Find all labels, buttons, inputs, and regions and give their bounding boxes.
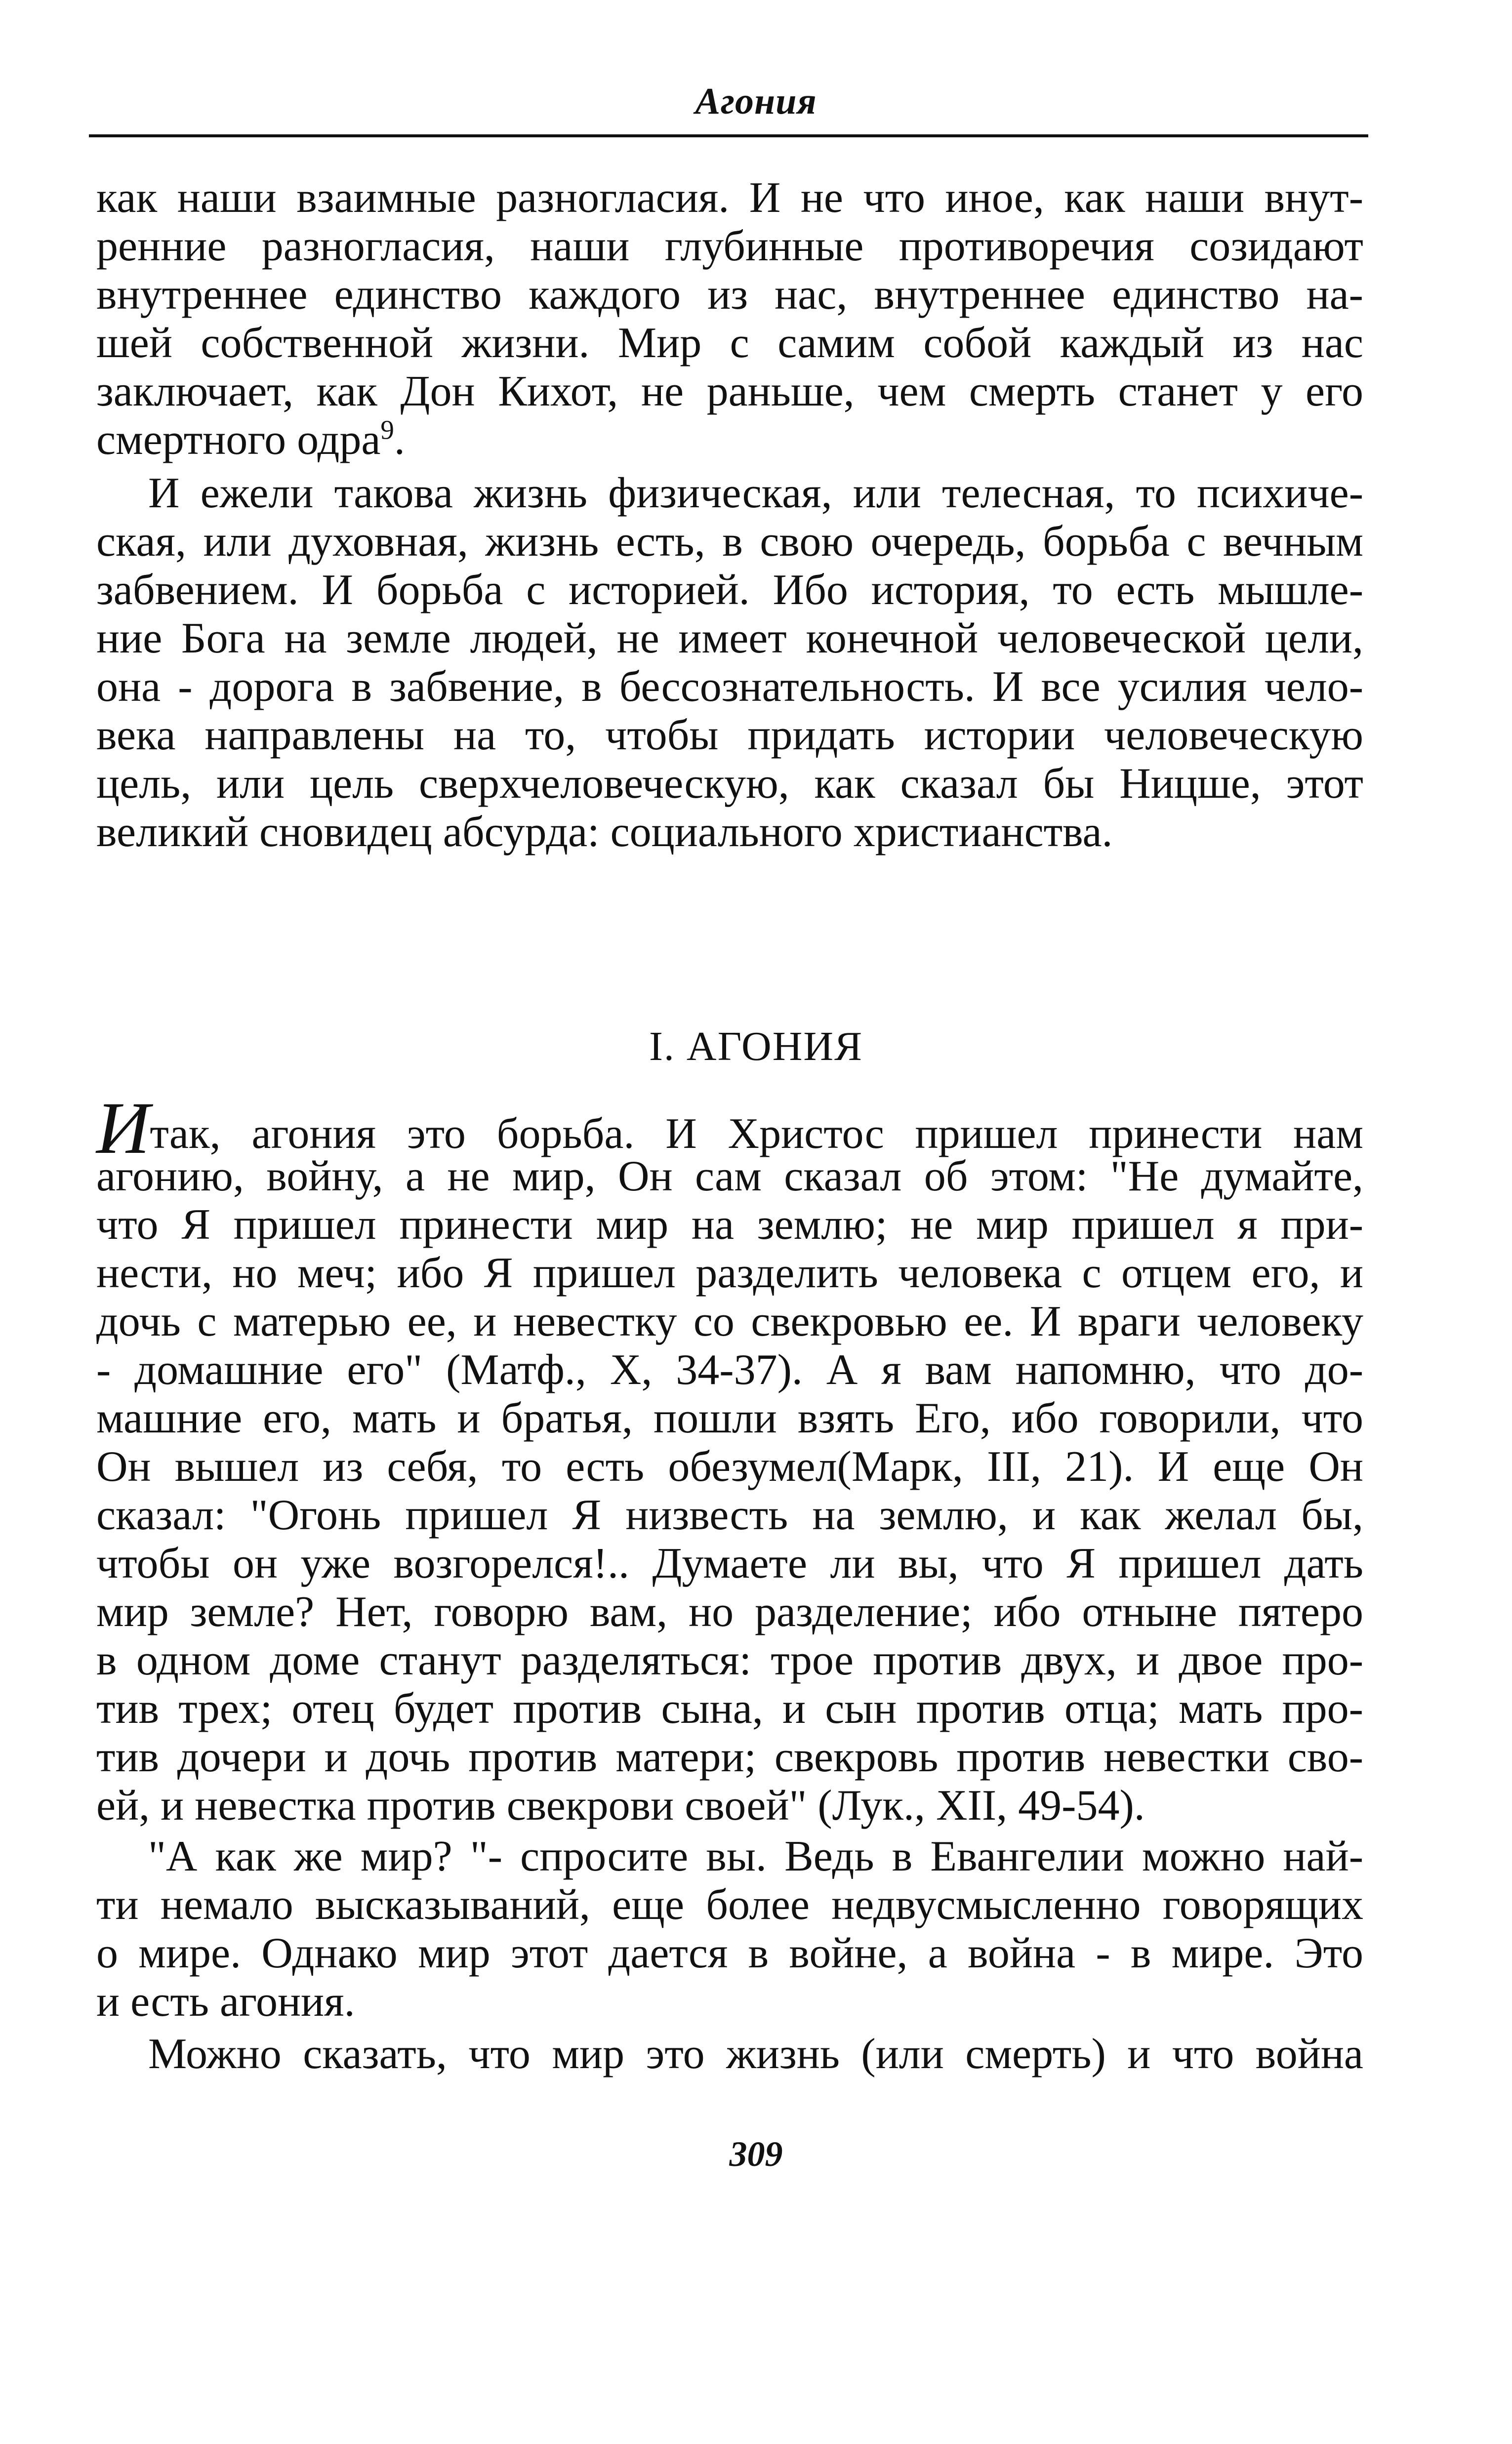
drop-cap: И	[96, 1087, 150, 1169]
section-title: I. АГОНИЯ	[649, 1023, 863, 1069]
text-line: она - дорога в забвение, в бессознательность. И все усилия чело-	[96, 663, 1363, 711]
text-line: цель, или цель сверхчеловеческую, как сказал бы Ницше, этот	[96, 760, 1363, 808]
text-line	[96, 1087, 1363, 1169]
header-rule	[89, 134, 1368, 137]
paragraph	[96, 469, 1363, 856]
paragraph	[96, 1833, 1363, 2026]
text-line: века направлены на то, чтобы придать истории человеческую	[96, 711, 1363, 759]
text-line: что Я пришел принести мир на землю; не мир пришел я при-	[96, 1201, 1363, 1249]
text-line: агонию, войну, а не мир, Он сам сказал об этом: "Не думайте,	[96, 1152, 1363, 1200]
footnote-marker: 9	[380, 414, 394, 445]
text-line: дочь с матерью ее, и невестку со свекровью ее. И враги человеку	[96, 1298, 1363, 1345]
text-line: заключает, как Дон Кихот, не раньше, чем смерть станет у его	[96, 367, 1363, 415]
text-line: ние Бога на земле людей, не имеет конечной человеческой цели,	[96, 614, 1363, 662]
footnote-tail: .	[394, 416, 405, 464]
text-line-content: смертного одра	[96, 416, 381, 464]
page-number: 309	[729, 2134, 783, 2174]
text-line: Можно сказать, что мир это жизнь (или смерть) и что война	[148, 2030, 1363, 2078]
text-line: как наши взаимные разногласия. И не что иное, как наши внут-	[96, 174, 1363, 222]
text-line: забвением. И борьба с историей. Ибо история, то есть мышле-	[96, 566, 1363, 614]
text-line: ренние разногласия, наши глубинные противоречия созидают	[96, 222, 1363, 270]
text-line: тив дочери и дочь против матери; свекровь против невестки сво-	[96, 1733, 1363, 1781]
text-line: Он вышел из себя, то есть обезумел(Марк, III, 21). И еще Он	[96, 1443, 1363, 1491]
running-head: Агония	[695, 81, 817, 122]
text-line-content: так, агония это борьба. И Христос пришел принести нам	[150, 1110, 1363, 1158]
text-line: чтобы он уже возгорелся!.. Думаете ли вы, что Я пришел дать	[96, 1540, 1363, 1588]
text-line: мир земле? Нет, говорю вам, но разделение; ибо отныне пятеро	[96, 1588, 1363, 1636]
text-line: ей, и невестка против свекрови своей" (Лук., XII, 49-54).	[96, 1782, 1145, 1830]
text-line: машние его, мать и братья, пошли взять Его, ибо говорили, что	[96, 1394, 1363, 1442]
text-line: - домашние его" (Матф., X, 34-37). А я вам напомню, что до-	[96, 1346, 1363, 1394]
text-line: и есть агония.	[96, 1978, 355, 2026]
text-line: тив трех; отец будет против сына, и сын против отца; мать про-	[96, 1685, 1363, 1733]
text-line: в одном доме станут разделяться: трое против двух, и двое про-	[96, 1636, 1363, 1684]
text-line: внутреннее единство каждого из нас, внутреннее единство на-	[96, 271, 1363, 319]
text-line	[96, 416, 1363, 464]
paragraph	[96, 174, 1363, 464]
text-line: И ежели такова жизнь физическая, или телесная, то психиче-	[148, 469, 1363, 517]
text-line: ти немало высказываний, еще более недвусмысленно говорящих	[96, 1881, 1363, 1929]
paragraph	[96, 1087, 1363, 1830]
text-line: шей собственной жизни. Мир с самим собой каждый из нас	[96, 319, 1363, 367]
text-line: ская, или духовная, жизнь есть, в свою очередь, борьба с вечным	[96, 518, 1363, 566]
text-line: нести, но меч; ибо Я пришел разделить человека с отцем его, и	[96, 1249, 1363, 1297]
text-line: великий сновидец абсурда: социального христианства.	[96, 808, 1113, 856]
text-line: о мире. Однако мир этот дается в войне, а война - в мире. Это	[96, 1929, 1363, 1977]
text-line: "А как же мир? "- спросите вы. Ведь в Евангелии можно най-	[148, 1833, 1363, 1880]
text-line: сказал: "Огонь пришел Я низвесть на землю, и как желал бы,	[96, 1491, 1363, 1539]
paragraph	[96, 2030, 1363, 2078]
